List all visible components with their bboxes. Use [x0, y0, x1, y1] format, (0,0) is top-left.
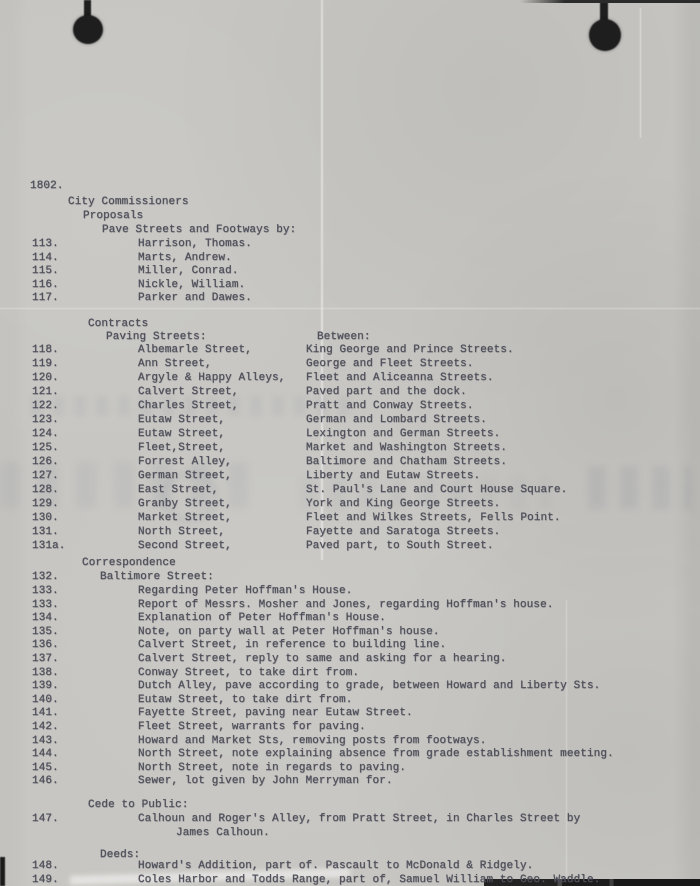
- correspondence-row: [0, 748, 700, 762]
- correspondence-row: [0, 639, 700, 653]
- entry-number: 147.: [32, 813, 59, 825]
- entry-number: 117.: [32, 292, 59, 304]
- between-cell: Liberty and Eutaw Streets.: [306, 470, 481, 482]
- entry-number: 141.: [32, 707, 59, 719]
- entry-number: 114.: [32, 252, 59, 264]
- entry-number: 146.: [32, 775, 59, 787]
- cede-row-continued: [0, 827, 700, 841]
- entry-text: Eutaw Street, to take dirt from.: [138, 694, 353, 706]
- entry-text: North Street, note in regards to paving.: [138, 762, 407, 774]
- entry-text: North Street, note explaining absence from grade establishment meeting.: [138, 748, 614, 760]
- street-cell: Argyle & Happy Alleys,: [138, 372, 286, 384]
- correspondence-row: [0, 667, 700, 681]
- street-cell: Second Street,: [138, 540, 232, 552]
- entry-text: Marts, Andrew.: [138, 252, 232, 264]
- entry-number: 145.: [32, 762, 59, 774]
- street-cell: Charles Street,: [138, 400, 239, 412]
- entry-text: Dutch Alley, pave according to grade, between Howard and Liberty Sts.: [138, 680, 601, 692]
- street-cell: Eutaw Street,: [138, 414, 226, 426]
- entry-text: Explanation of Peter Hoffman's House.: [138, 612, 386, 624]
- entry-number: 144.: [32, 748, 59, 760]
- entry-number: 148.: [32, 860, 59, 872]
- contract-row: [0, 400, 700, 414]
- correspondence-row: [0, 694, 700, 708]
- between-cell: Fayette and Saratoga Streets.: [306, 526, 501, 538]
- street-cell: Forrest Alley,: [138, 456, 232, 468]
- entry-text: Report of Messrs. Mosher and Jones, regarding Hoffman's house.: [138, 599, 554, 611]
- entry-text: Note, on party wall at Peter Hoffman's house.: [138, 626, 440, 638]
- contract-row: [0, 540, 700, 554]
- entry-text: Harrison, Thomas.: [138, 238, 252, 250]
- correspondence-row: [0, 735, 700, 749]
- entry-number: 123.: [32, 414, 59, 426]
- entry-text: Parker and Dawes.: [138, 292, 252, 304]
- street-cell: Calvert Street,: [138, 386, 239, 398]
- between-cell: King George and Prince Streets.: [306, 344, 514, 356]
- correspondence-heading: Correspondence: [82, 557, 176, 569]
- entry-number: 132.: [32, 571, 59, 583]
- entry-number: 138.: [32, 667, 59, 679]
- entry-number: 140.: [32, 694, 59, 706]
- entry-number: 121.: [32, 386, 59, 398]
- entry-text: Coles Harbor and Todds Range, part of, Samuel William to Geo. Waddle.: [138, 874, 601, 886]
- entry-text: Miller, Conrad.: [138, 265, 239, 277]
- proposal-row: [0, 252, 700, 266]
- contract-row: [0, 372, 700, 386]
- correspondence-row: [0, 775, 700, 789]
- entry-text: Sewer, lot given by John Merryman for.: [138, 775, 393, 787]
- entry-number: 125.: [32, 442, 59, 454]
- entry-number: 142.: [32, 721, 59, 733]
- entry-number: 124.: [32, 428, 59, 440]
- proposals-heading: Proposals: [83, 210, 144, 222]
- correspondence-row: [0, 612, 700, 626]
- entry-number: 131.: [32, 526, 59, 538]
- street-cell: Granby Street,: [138, 498, 232, 510]
- correspondence-row: [0, 680, 700, 694]
- entry-number: 127.: [32, 470, 59, 482]
- between-cell: Fleet and Aliceanna Streets.: [306, 372, 494, 384]
- between-cell: York and King George Streets.: [306, 498, 501, 510]
- entry-text: Calvert Street, in reference to building line.: [138, 639, 447, 651]
- between-cell: St. Paul's Lane and Court House Square.: [306, 484, 568, 496]
- entry-number: 118.: [32, 344, 59, 356]
- street-cell: Albemarle Street,: [138, 344, 252, 356]
- correspondence-row: [0, 721, 700, 735]
- entry-text: Calvert Street, reply to same and asking for a hearing.: [138, 653, 507, 665]
- entry-text: Howard and Market Sts, removing posts from footways.: [138, 735, 487, 747]
- entry-number: 116.: [32, 279, 59, 291]
- contract-row: [0, 344, 700, 358]
- contracts-heading: Contracts: [88, 318, 149, 330]
- entry-text: Conway Street, to take dirt from.: [138, 667, 360, 679]
- contract-row: [0, 428, 700, 442]
- street-cell: Fleet,Street,: [138, 442, 226, 454]
- between-cell: Paved part and the dock.: [306, 386, 467, 398]
- between-cell: Pratt and Conway Streets.: [306, 400, 474, 412]
- contract-row: [0, 512, 700, 526]
- proposal-row: [0, 265, 700, 279]
- street-cell: Eutaw Street,: [138, 428, 226, 440]
- between-cell: Lexington and German Streets.: [306, 428, 501, 440]
- entry-number: 137.: [32, 653, 59, 665]
- entry-text: Nickle, William.: [138, 279, 246, 291]
- correspondence-row: [0, 707, 700, 721]
- entry-number: 134.: [32, 612, 59, 624]
- between-cell: Paved part, to South Street.: [306, 540, 494, 552]
- deed-row: [0, 874, 700, 886]
- entry-number: 143.: [32, 735, 59, 747]
- entry-number: 133.: [32, 585, 59, 597]
- entry-number: 149.: [32, 874, 59, 886]
- proposal-row: [0, 292, 700, 306]
- proposal-row: [0, 238, 700, 252]
- entry-number: 130.: [32, 512, 59, 524]
- correspondence-row: [0, 762, 700, 776]
- proposal-row: [0, 279, 700, 293]
- street-cell: North Street,: [138, 526, 226, 538]
- contract-row: [0, 414, 700, 428]
- correspondence-lead-row: [0, 571, 700, 585]
- deed-row: [0, 860, 700, 874]
- correspondence-row: [0, 599, 700, 613]
- entry-text: Fleet Street, warrants for paving.: [138, 721, 366, 733]
- year-label: 1802.: [30, 180, 64, 192]
- between-cell: German and Lombard Streets.: [306, 414, 487, 426]
- street-cell: Ann Street,: [138, 358, 212, 370]
- contracts-column-headers: [0, 331, 700, 345]
- entry-number: 128.: [32, 484, 59, 496]
- correspondence-row: [0, 626, 700, 640]
- column-header-streets: Paving Streets:: [106, 331, 207, 343]
- paper-scratch-line: [640, 8, 641, 138]
- between-cell: Baltimore and Chatham Streets.: [306, 456, 508, 468]
- contract-row: [0, 358, 700, 372]
- proposals-subheading: Pave Streets and Footways by:: [102, 224, 297, 236]
- entry-text: Calhoun and Roger's Alley, from Pratt Street, in Charles Street by: [138, 813, 581, 825]
- deeds-heading: Deeds:: [100, 849, 141, 861]
- contract-row: [0, 442, 700, 456]
- correspondence-row: [0, 585, 700, 599]
- cede-heading: Cede to Public:: [88, 799, 189, 811]
- entry-number: 135.: [32, 626, 59, 638]
- entry-number: 115.: [32, 265, 59, 277]
- year-row: [0, 180, 700, 194]
- entry-number: 126.: [32, 456, 59, 468]
- between-cell: Fleet and Wilkes Streets, Fells Point.: [306, 512, 561, 524]
- entry-text: Baltimore Street:: [100, 571, 214, 583]
- contract-row: [0, 456, 700, 470]
- entry-text: Fayette Street, paving near Eutaw Street.: [138, 707, 413, 719]
- entry-text: Regarding Peter Hoffman's House.: [138, 585, 353, 597]
- entry-number: 113.: [32, 238, 59, 250]
- contract-row: [0, 498, 700, 512]
- entry-number: 133.: [32, 599, 59, 611]
- entry-number: 122.: [32, 400, 59, 412]
- contract-row: [0, 526, 700, 540]
- cede-row: [0, 813, 700, 827]
- entry-number: 131a.: [32, 540, 66, 552]
- street-cell: German Street,: [138, 470, 232, 482]
- entry-number: 119.: [32, 358, 59, 370]
- contract-row: [0, 386, 700, 400]
- org-heading: City Commissioners: [68, 196, 189, 208]
- between-cell: Market and Washington Streets.: [306, 442, 508, 454]
- column-header-between: Between:: [317, 331, 371, 343]
- entry-text: James Calhoun.: [176, 827, 270, 839]
- entry-text: Howard's Addition, part of. Pascault to McDonald & Ridgely.: [138, 860, 534, 872]
- street-cell: Market Street,: [138, 512, 232, 524]
- contract-row: [0, 470, 700, 484]
- correspondence-row: [0, 653, 700, 667]
- entry-number: 139.: [32, 680, 59, 692]
- between-cell: George and Fleet Streets.: [306, 358, 474, 370]
- scan-edge-top: [520, 0, 700, 3]
- entry-number: 136.: [32, 639, 59, 651]
- entry-number: 120.: [32, 372, 59, 384]
- paper-crease: [0, 308, 700, 309]
- contract-row: [0, 484, 700, 498]
- entry-number: 129.: [32, 498, 59, 510]
- street-cell: East Street,: [138, 484, 219, 496]
